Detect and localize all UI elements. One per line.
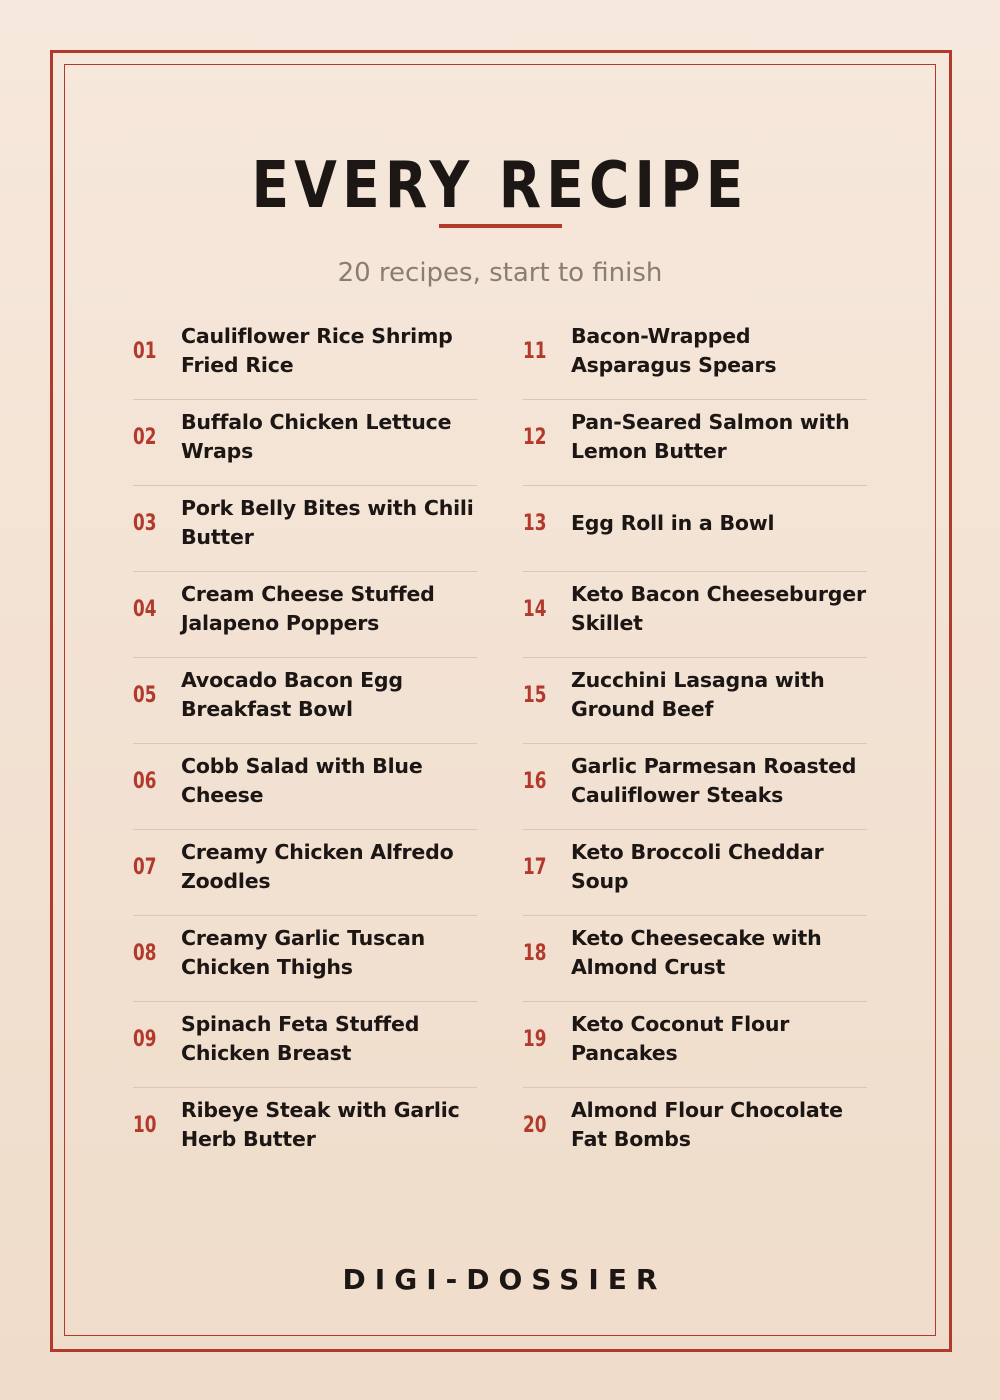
recipe-number: 10 [133, 1112, 157, 1138]
recipe-number: 05 [133, 682, 157, 708]
recipe-item [523, 658, 867, 744]
recipe-name: Spinach Feta Stuffed Chicken Breast [181, 1012, 420, 1065]
recipe-item [523, 486, 867, 572]
recipe-number: 06 [133, 768, 157, 794]
recipe-number: 01 [133, 338, 157, 364]
recipe-number: 04 [133, 596, 157, 622]
recipe-name: Keto Bacon Cheeseburger Skillet [571, 582, 866, 635]
recipe-number: 11 [523, 338, 547, 364]
recipe-item [133, 658, 477, 744]
recipe-number: 09 [133, 1026, 157, 1052]
brand-footer: DIGI-DOSSIER [342, 1263, 667, 1296]
recipe-item [523, 916, 867, 1002]
recipe-number: 13 [523, 510, 547, 536]
recipe-item [523, 572, 867, 658]
recipe-name: Zucchini Lasagna with Ground Beef [571, 668, 825, 721]
recipe-item [133, 400, 477, 486]
recipe-name: Almond Flour Chocolate Fat Bombs [571, 1098, 843, 1151]
recipe-number: 02 [133, 424, 157, 450]
recipe-number: 20 [523, 1112, 547, 1138]
recipe-name: Avocado Bacon Egg Breakfast Bowl [181, 668, 403, 721]
recipe-item [523, 830, 867, 916]
recipe-item [133, 744, 477, 830]
page-subtitle: 20 recipes, start to finish [337, 258, 663, 288]
recipe-name: Egg Roll in a Bowl [571, 510, 775, 535]
recipe-name: Keto Broccoli Cheddar Soup [571, 840, 824, 893]
recipe-column-right [523, 314, 867, 1174]
recipe-column-left [133, 314, 477, 1174]
recipe-name: Creamy Chicken Alfredo Zoodles [181, 840, 454, 893]
recipe-item [133, 572, 477, 658]
recipe-number: 15 [523, 682, 547, 708]
recipe-item [133, 1088, 477, 1174]
recipe-item [523, 1002, 867, 1088]
recipe-name: Ribeye Steak with Garlic Herb Butter [181, 1098, 460, 1151]
recipe-number: 12 [523, 424, 547, 450]
recipe-name: Pan-Seared Salmon with Lemon Butter [571, 410, 850, 463]
recipe-name: Cauliflower Rice Shrimp Fried Rice [181, 324, 453, 377]
recipe-number: 18 [523, 940, 547, 966]
recipe-name: Creamy Garlic Tuscan Chicken Thighs [181, 926, 425, 979]
recipe-number: 07 [133, 854, 157, 880]
recipe-number: 14 [523, 596, 547, 622]
recipe-item [133, 916, 477, 1002]
recipe-number: 03 [133, 510, 157, 536]
page-title: EVERY RECIPE [251, 149, 749, 223]
recipe-name: Garlic Parmesan Roasted Cauliflower Steaks [571, 754, 857, 807]
recipe-item [133, 1002, 477, 1088]
recipe-item [133, 486, 477, 572]
recipe-item [523, 400, 867, 486]
recipe-number: 08 [133, 940, 157, 966]
title-underline [439, 224, 562, 228]
recipe-item [523, 314, 867, 400]
recipe-item [523, 744, 867, 830]
recipe-name: Keto Coconut Flour Pancakes [571, 1012, 790, 1065]
recipe-name: Pork Belly Bites with Chili Butter [181, 496, 474, 549]
recipe-item [133, 830, 477, 916]
recipe-name: Bacon-Wrapped Asparagus Spears [571, 324, 777, 377]
recipe-item [523, 1088, 867, 1174]
recipe-number: 19 [523, 1026, 547, 1052]
recipe-number: 16 [523, 768, 547, 794]
recipe-number: 17 [523, 854, 547, 880]
recipe-item [133, 314, 477, 400]
recipe-name: Buffalo Chicken Lettuce Wraps [181, 410, 452, 463]
recipe-name: Keto Cheesecake with Almond Crust [571, 926, 822, 979]
recipe-name: Cobb Salad with Blue Cheese [181, 754, 423, 807]
recipe-name: Cream Cheese Stuffed Jalapeno Poppers [181, 582, 435, 635]
